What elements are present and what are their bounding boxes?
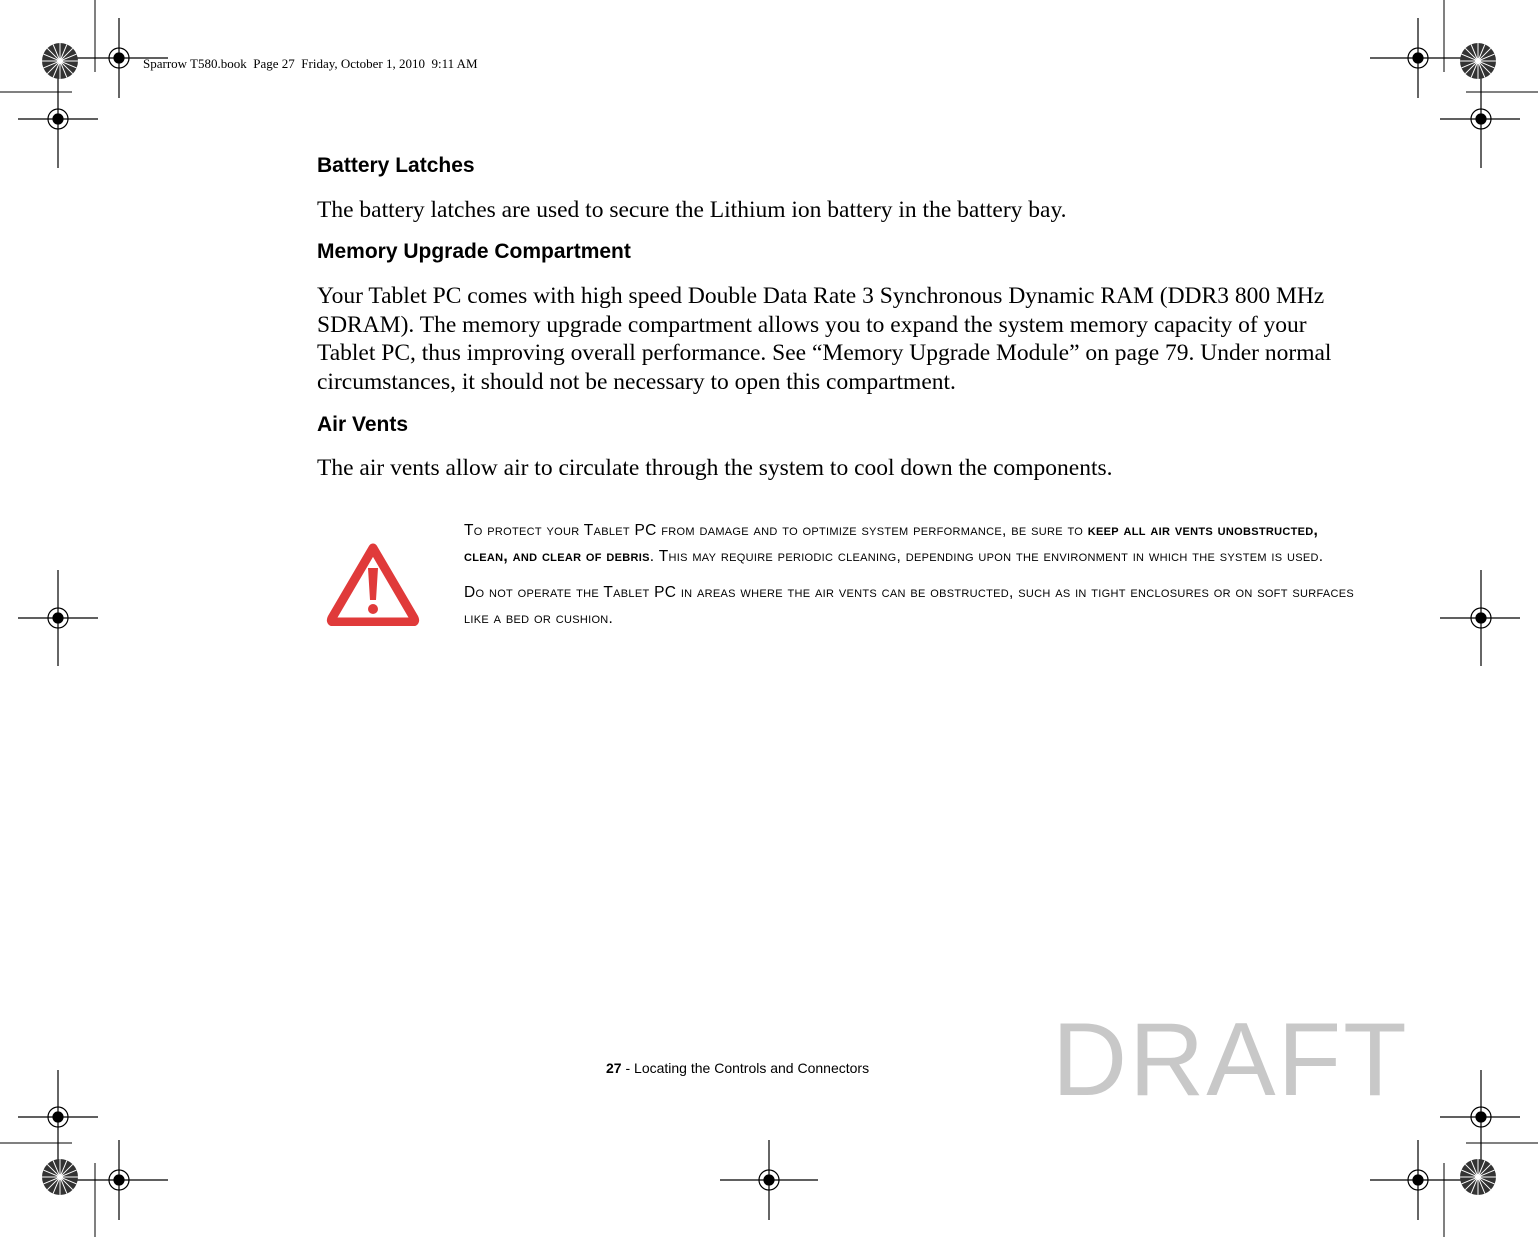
crosshair-mark [1440, 1070, 1520, 1165]
section-body-battery-latches: The battery latches are used to secure the Lithium ion battery in the battery bay. [317, 197, 1067, 223]
caution-text [464, 518, 1364, 642]
crosshair-mark [1370, 18, 1466, 98]
caution-box [326, 518, 1366, 668]
section-heading-air-vents: Air Vents [317, 413, 409, 436]
warning-icon [326, 542, 420, 626]
caution-paragraph-2: Do not operate the Tablet PC in areas where the air vents can be obstructed, such as in tight enclosures or on soft surfaces like a bed or cushion. [464, 584, 1355, 627]
caution-text-start: To protect your Tablet PC from damage and to optimize system performance, be sure to [464, 522, 1088, 539]
page-number: 27 [606, 1060, 622, 1076]
star-target [1460, 1159, 1496, 1195]
section-body-air-vents: The air vents allow air to circulate through the system to cool down the components. [317, 455, 1113, 481]
chapter-title: Locating the Controls and Connectors [634, 1060, 870, 1076]
crosshair-mark [18, 570, 98, 666]
caution-text-end: . This may require periodic cleaning, depending upon the environment in which the system is used. [649, 548, 1324, 565]
print-slug: Sparrow T580.book Page 27 Friday, October 1, 2010 9:11 AM [143, 56, 478, 71]
crosshair-mark [18, 1070, 98, 1165]
footer-separator: - [621, 1060, 635, 1076]
crosshair-mark [720, 1140, 818, 1220]
star-target [42, 43, 78, 79]
caution-emphasis: keep all air vents unobstructed, clean, and clear of debris [464, 522, 1319, 565]
crosshair-mark [1440, 570, 1520, 666]
crosshair-mark [70, 1140, 168, 1220]
crosshair-mark [1370, 1140, 1466, 1220]
page-footer [606, 1060, 869, 1076]
section-heading-battery-latches: Battery Latches [317, 154, 475, 177]
caution-paragraph-1 [464, 518, 1364, 570]
section-body-memory-upgrade: Your Tablet PC comes with high speed Double Data Rate 3 Synchronous Dynamic RAM (DDR3 800 MHz SDRAM). The memory upgrade compartment allows you to expand the system memory capacity of your Tablet PC, thus improving overall performance. See “Memory Upgrade Module” on page 79. Under normal circumstances, it should not be necessary to open this compartment. [317, 283, 1332, 395]
crosshair-mark [1440, 72, 1520, 168]
draft-watermark: DRAFT [1052, 1002, 1409, 1118]
star-target [1460, 43, 1496, 79]
section-heading-memory-upgrade: Memory Upgrade Compartment [317, 240, 631, 263]
crosshair-mark [18, 72, 98, 168]
star-target [42, 1159, 78, 1195]
